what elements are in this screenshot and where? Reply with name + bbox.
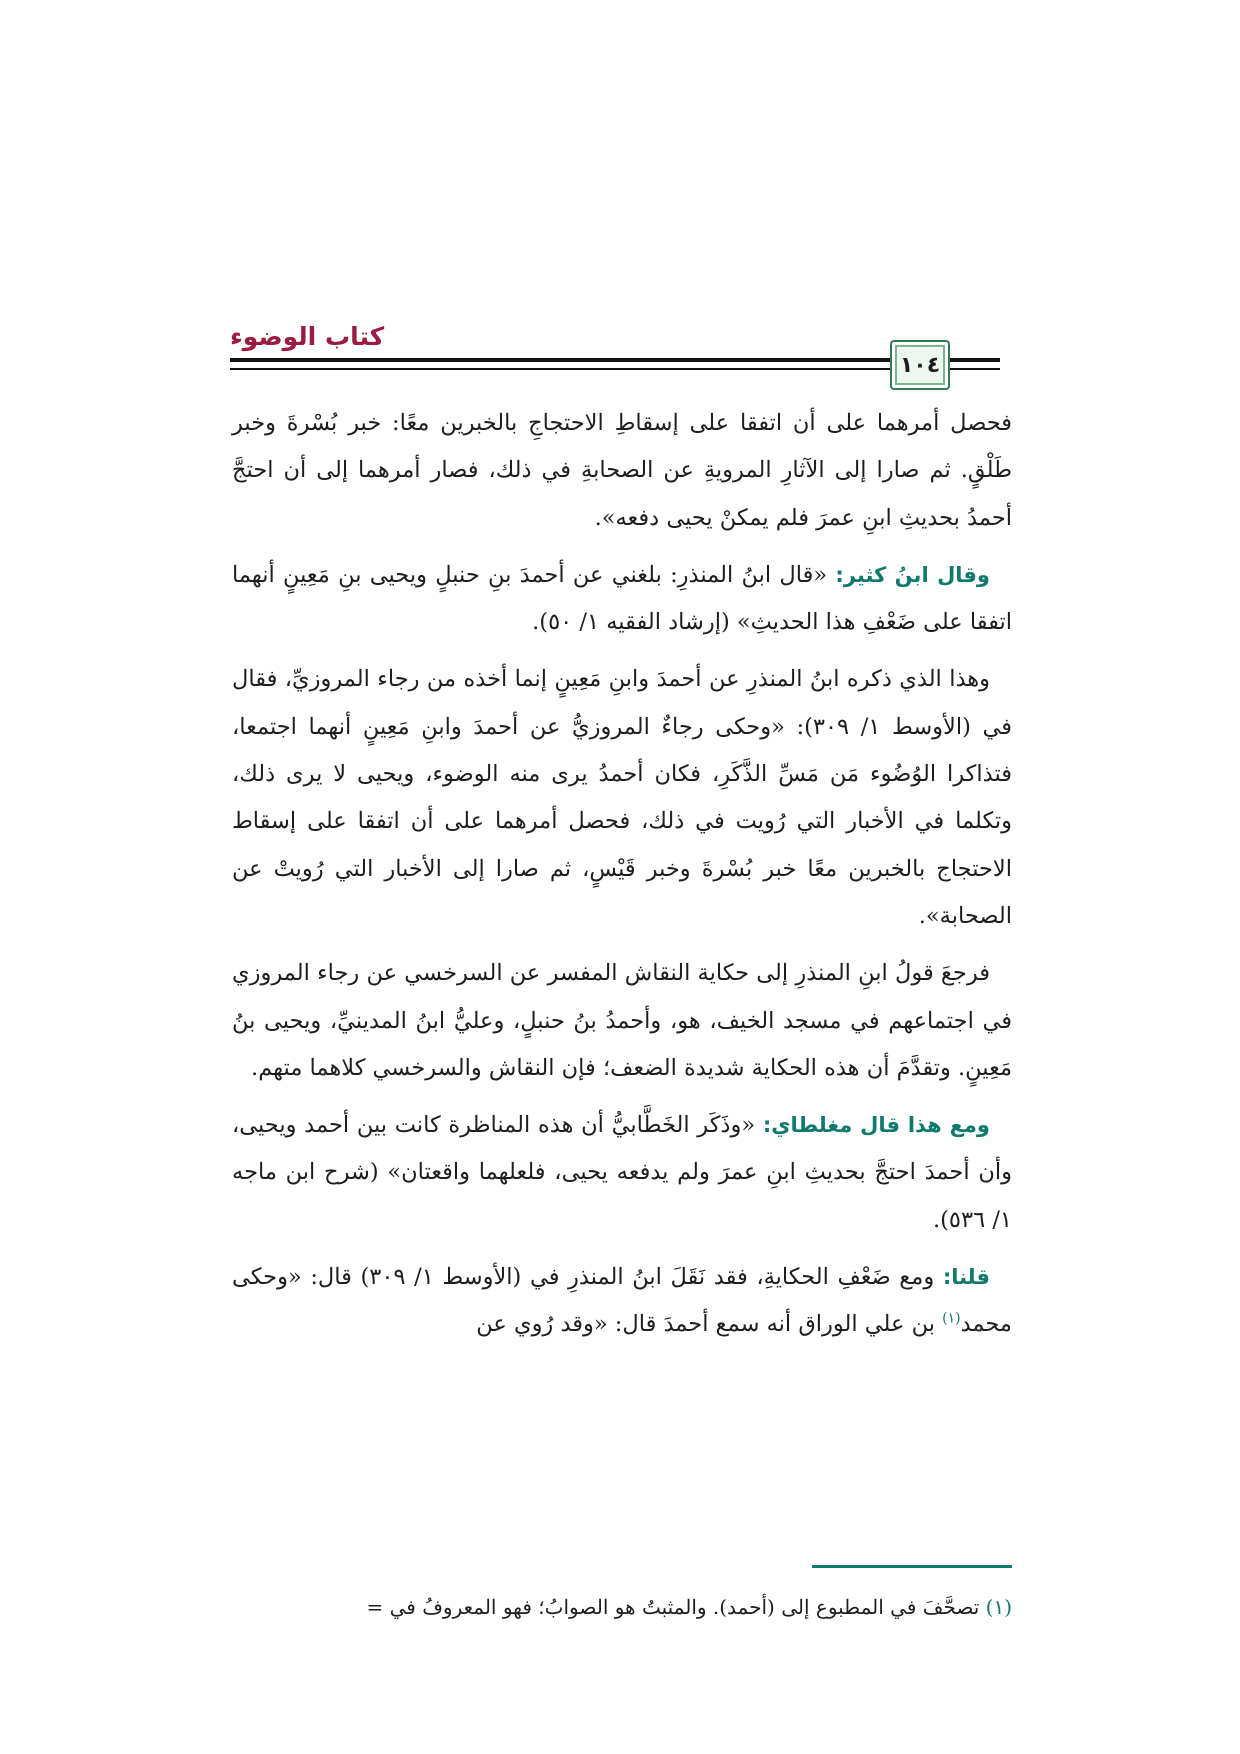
paragraph-lead: ومع هذا قال مغلطاي: bbox=[762, 1113, 990, 1138]
paragraph-text: فحصل أمرهما على أن اتفقا على إسقاطِ الاحتجاجِ بالخبرين معًا: خبر بُسْرةَ وخبر طَلْقٍ. ثم صارا إلى الآثارِ المرويةِ عن الصحابةِ في ذلك، فصار أمرهما إلى أن احتجَّ أحمدُ بحديثِ ابنِ عمرَ فلم يمكنْ يحيى دفعه». bbox=[232, 410, 1012, 531]
header-rule-thick bbox=[230, 358, 1000, 362]
paragraph-5 bbox=[232, 1102, 1012, 1244]
paragraph-text: «قال ابنُ المنذرِ: بلغني عن أحمدَ بنِ حنبلٍ ويحيى بنِ مَعِينٍ أنهما اتفقا على ضَعْفِ هذا الحديثِ» (إرشاد الفقيه ١/ ٥٠). bbox=[232, 561, 1012, 636]
paragraph-text: «وذَكَر الخَطَّابيُّ أن هذه المناظرة كانت بين أحمد ويحيى، وأن أحمدَ احتجَّ بحديثِ ابنِ عمرَ ولم يدفعه يحيى، فلعلهما واقعتان» (شرح ابن ماجه ١/ ٥٣٦). bbox=[232, 1112, 1012, 1233]
paragraph-4 bbox=[232, 950, 1012, 1092]
paragraph-text: فرجعَ قولُ ابنِ المنذرِ إلى حكاية النقاش المفسر عن السرخسي عن رجاء المروزي في اجتماعهم في مسجد الخيف، هو، وأحمدُ بنُ حنبلٍ، وعليُّ ابنُ المدينيِّ، ويحيى بنُ مَعِينٍ. وتقدَّمَ أن هذه الحكاية شديدة الضعف؛ فإن النقاش والسرخسي كلاهما متهم. bbox=[232, 960, 1012, 1081]
paragraph-text: بن علي الوراق أنه سمع أحمدَ قال: «وقد رُوي عن bbox=[476, 1311, 943, 1338]
header-rule-right-thin bbox=[952, 368, 980, 370]
book-title: كتاب الوضوء bbox=[230, 322, 385, 351]
paragraph-6 bbox=[232, 1254, 1012, 1349]
footnote-divider bbox=[812, 1565, 1012, 1568]
header-rule-right bbox=[952, 358, 980, 360]
footnote-text: تصحَّفَ في المطبوع إلى (أحمد). والمثبتُ هو الصوابُ؛ فهو المعروفُ في = bbox=[366, 1595, 986, 1619]
footnote bbox=[232, 1590, 1012, 1624]
footnote-reference[interactable]: (١) bbox=[942, 1310, 961, 1327]
header-rule-thin bbox=[230, 368, 1000, 370]
paragraph-text: وهذا الذي ذكره ابنُ المنذرِ عن أحمدَ وابنِ مَعِينٍ إنما أخذه من رجاء المروزيِّ، فقال في (الأوسط ١/ ٣٠٩): «وحكى رجاءٌ المروزيُّ عن أحمدَ وابنِ مَعِينٍ أنهما اجتمعا، فتذاكرا الوُضُوء مَن مَسِّ الذَّكَرِ، فكان أحمدُ يرى منه الوضوء، ويحيى لا يرى ذلك، وتكلما في الأخبار التي رُويت في ذلك، فحصل أمرهما على أن اتفقا على إسقاط الاحتجاج بالخبرين معًا خبر بُسْرةَ وخبر قَيْسٍ، ثم صارا إلى الأخبار التي رُويتْ عن الصحابة». bbox=[232, 666, 1012, 929]
paragraph-3 bbox=[232, 656, 1012, 940]
paragraph-2 bbox=[232, 552, 1012, 647]
page-body bbox=[232, 400, 1012, 1359]
paragraph-lead: قلنا: bbox=[942, 1265, 990, 1290]
footnote-number: (١) bbox=[985, 1595, 1012, 1619]
page-number: ١٠٤ bbox=[899, 352, 941, 378]
paragraph-1 bbox=[232, 400, 1012, 542]
paragraph-text: ومع ضَعْفِ الحكايةِ، فقد نَقَلَ ابنُ المنذرِ في (الأوسط ١/ ٣٠٩) قال: «وحكى محمد bbox=[232, 1264, 1012, 1338]
page-number-badge bbox=[890, 340, 950, 390]
paragraph-lead: وقال ابنُ كثير: bbox=[835, 562, 990, 587]
